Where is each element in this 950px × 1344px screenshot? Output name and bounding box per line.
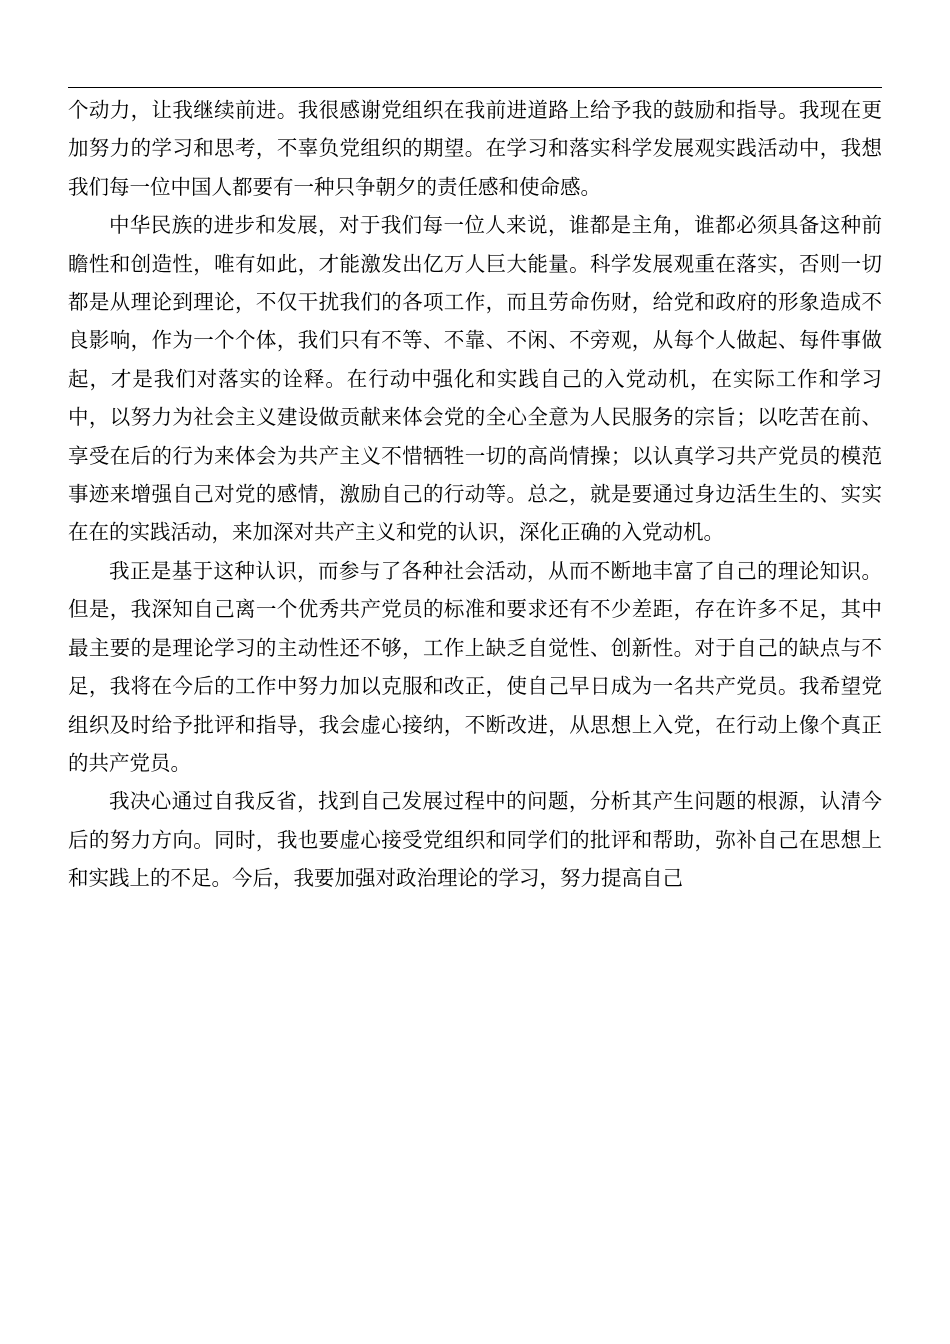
paragraph-2: 中华民族的进步和发展，对于我们每一位人来说，谁都是主角，谁都必须具备这种前瞻性和创造性，唯有如此，才能激发出亿万人巨大能量。科学发展观重在落实，否则一切都是从理论到理论，不仅干扰我们的各项工作，而且劳命伤财，给党和政府的形象造成不良影响，作为一个个体，我们只有不等、不靠、不闲、不旁观，从每个人做起、每件事做起，才是我们对落实的诠释。在行动中强化和实践自己的入党动机，在实际工作和学习中，以努力为社会主义建设做贡献来体会党的全心全意为人民服务的宗旨；以吃苦在前、享受在后的行为来体会为共产主义不惜牺牲一切的高尚情操；以认真学习共产党员的模范事迹来增强自己对党的感情，激励自己的行动等。总之，就是要通过身边活生生的、实实在在的实践活动，来加深对共产主义和党的认识，深化正确的入党动机。	[68, 213, 882, 545]
header-rule	[68, 87, 882, 88]
paragraph-3: 我正是基于这种认识，而参与了各种社会活动，从而不断地丰富了自己的理论知识。但是，我深知自己离一个优秀共产党员的标准和要求还有不少差距，存在许多不足，其中最主要的是理论学习的主动性还不够，工作上缺乏自觉性、创新性。对于自己的缺点与不足，我将在今后的工作中努力加以克服和改正，使自己早日成为一名共产党员。我希望党组织及时给予批评和指导，我会虚心接纳，不断改进，从思想上入党，在行动上像个真正的共产党员。	[68, 558, 882, 775]
paragraph-1: 个动力，让我继续前进。我很感谢党组织在我前进道路上给予我的鼓励和指导。我现在更加努力的学习和思考，不辜负党组织的期望。在学习和落实科学发展观实践活动中，我想我们每一位中国人都要有一种只争朝夕的责任感和使命感。	[68, 98, 882, 199]
paragraph-4: 我决心通过自我反省，找到自己发展过程中的问题，分析其产生问题的根源，认清今后的努力方向。同时，我也要虚心接受党组织和同学们的批评和帮助，弥补自己在思想上和实践上的不足。今后，我要加强对政治理论的学习，努力提高自己	[68, 789, 882, 891]
document-body	[68, 91, 882, 898]
